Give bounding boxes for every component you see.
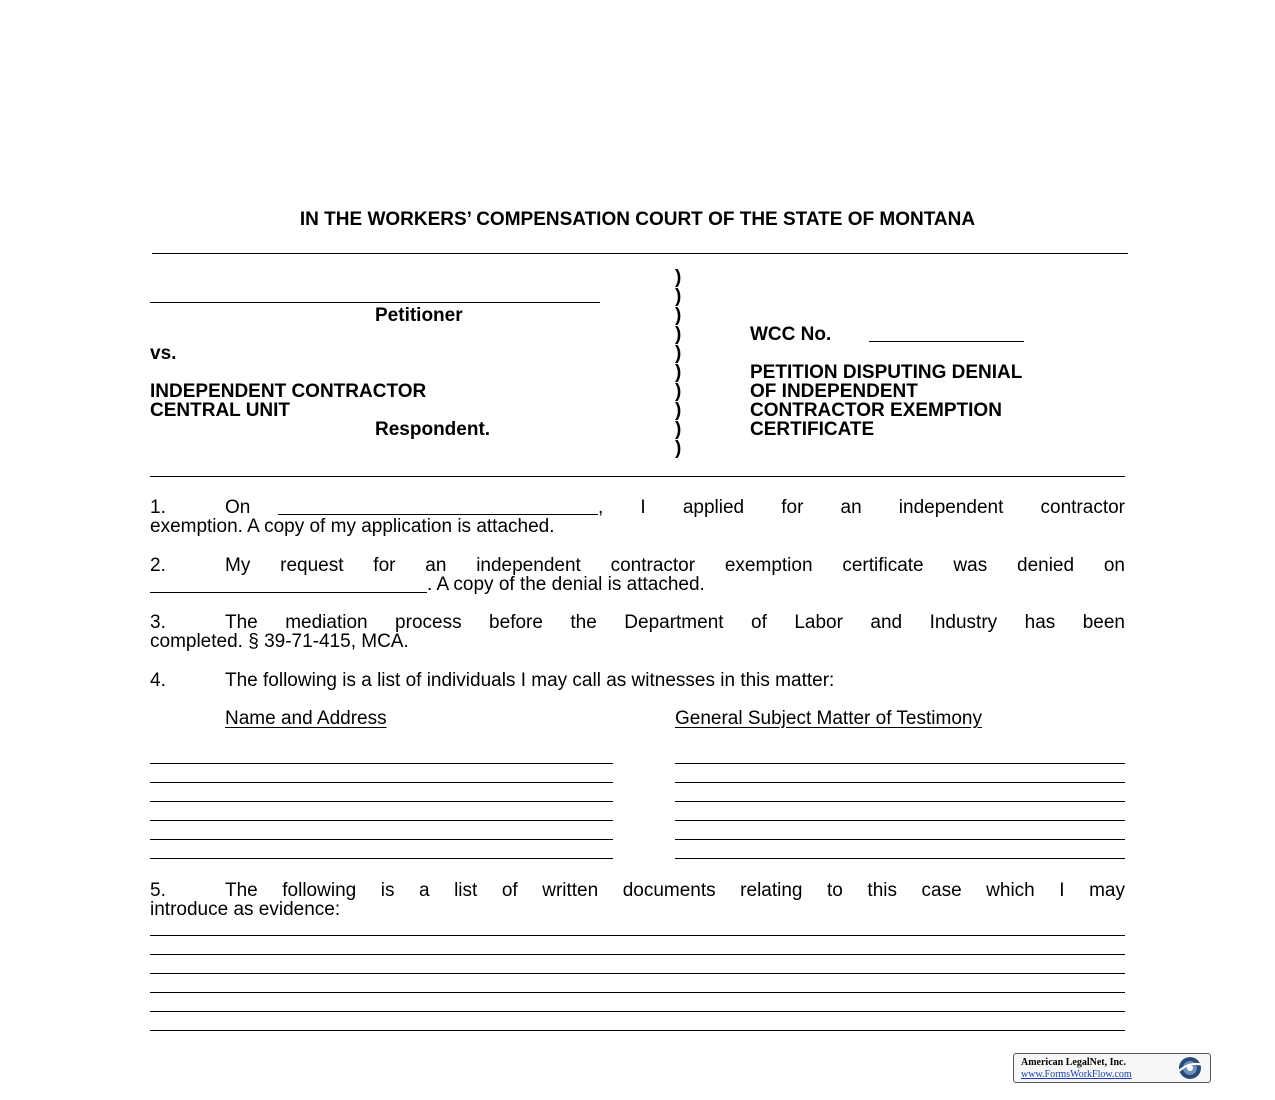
paren: ) [675, 343, 682, 364]
para-1-line2: exemption. A copy of my application is attached. [150, 516, 555, 537]
evidence-document-field[interactable] [150, 954, 1125, 955]
document-title-line3: CONTRACTOR EXEMPTION [750, 400, 1002, 421]
witness-name-field[interactable] [150, 801, 613, 802]
document-title-line2: OF INDEPENDENT [750, 381, 918, 402]
denial-date-field[interactable] [150, 592, 427, 593]
para-2-line2: . A copy of the denial is attached. [427, 574, 705, 595]
respondent-name-line2: CENTRAL UNIT [150, 400, 291, 421]
caption-bottom-rule [150, 476, 1125, 477]
para-3-line2: completed. § 39-71-415, MCA. [150, 631, 409, 652]
document-title-line4: CERTIFICATE [750, 419, 875, 440]
globe-icon [1171, 1055, 1209, 1081]
para-5-line1: The following is a list of written documents relating to this case which I may [225, 880, 1125, 901]
evidence-document-field[interactable] [150, 1011, 1125, 1012]
paren: ) [675, 381, 682, 402]
para-1-on: On [225, 497, 251, 518]
respondent-label: Respondent. [375, 419, 491, 440]
witness-subject-header: General Subject Matter of Testimony [675, 708, 982, 729]
petitioner-name-line[interactable] [150, 302, 600, 303]
application-date-field[interactable] [278, 514, 598, 515]
document-title-line1: PETITION DISPUTING DENIAL [750, 362, 1023, 383]
title-rule [152, 253, 1128, 254]
para-5-line2: introduce as evidence: [150, 899, 341, 920]
evidence-document-field[interactable] [150, 973, 1125, 974]
paren: ) [675, 305, 682, 326]
witness-subject-field[interactable] [675, 782, 1125, 783]
witness-name-field[interactable] [150, 820, 613, 821]
witness-subject-field[interactable] [675, 763, 1125, 764]
logo-url-link[interactable]: www.FormsWorkFlow.com [1021, 1069, 1132, 1080]
wcc-number-label: WCC No. [750, 324, 832, 345]
logo-company-name: American LegalNet, Inc. [1021, 1057, 1126, 1068]
witness-name-header: Name and Address [225, 708, 387, 729]
witness-subject-field[interactable] [675, 820, 1125, 821]
paren: ) [675, 438, 682, 459]
evidence-document-field[interactable] [150, 1030, 1125, 1031]
witness-subject-field[interactable] [675, 839, 1125, 840]
para-4-number: 4. [150, 670, 166, 691]
paren: ) [675, 324, 682, 345]
para-3-line1: The mediation process before the Department of Labor and Industry has been [225, 612, 1125, 633]
para-4-line1: The following is a list of individuals I may call as witnesses in this matter: [225, 670, 835, 691]
para-5-number: 5. [150, 880, 166, 901]
para-2-line1: My request for an independent contractor exemption certificate was denied on [225, 555, 1125, 576]
witness-subject-field[interactable] [675, 801, 1125, 802]
paren: ) [675, 419, 682, 440]
paren: ) [675, 267, 682, 288]
paren: ) [675, 286, 682, 307]
american-legalnet-logo[interactable] [1013, 1053, 1211, 1083]
paren: ) [675, 362, 682, 383]
witness-name-field[interactable] [150, 839, 613, 840]
para-1-line1-rest: , I applied for an independent contractor [598, 497, 1125, 518]
witness-name-field[interactable] [150, 782, 613, 783]
witness-name-field[interactable] [150, 763, 613, 764]
evidence-document-field[interactable] [150, 992, 1125, 993]
para-3-number: 3. [150, 612, 166, 633]
witness-subject-field[interactable] [675, 858, 1125, 859]
evidence-document-field[interactable] [150, 935, 1125, 936]
witness-name-field[interactable] [150, 858, 613, 859]
paren: ) [675, 400, 682, 421]
para-1-number: 1. [150, 497, 166, 518]
respondent-name-line1: INDEPENDENT CONTRACTOR [150, 381, 427, 402]
petitioner-label: Petitioner [375, 305, 463, 326]
para-2-number: 2. [150, 555, 166, 576]
wcc-number-field[interactable] [869, 341, 1024, 342]
court-title: IN THE WORKERS’ COMPENSATION COURT OF THE STATE OF MONTANA [299, 209, 976, 230]
vs-label: vs. [150, 343, 177, 364]
